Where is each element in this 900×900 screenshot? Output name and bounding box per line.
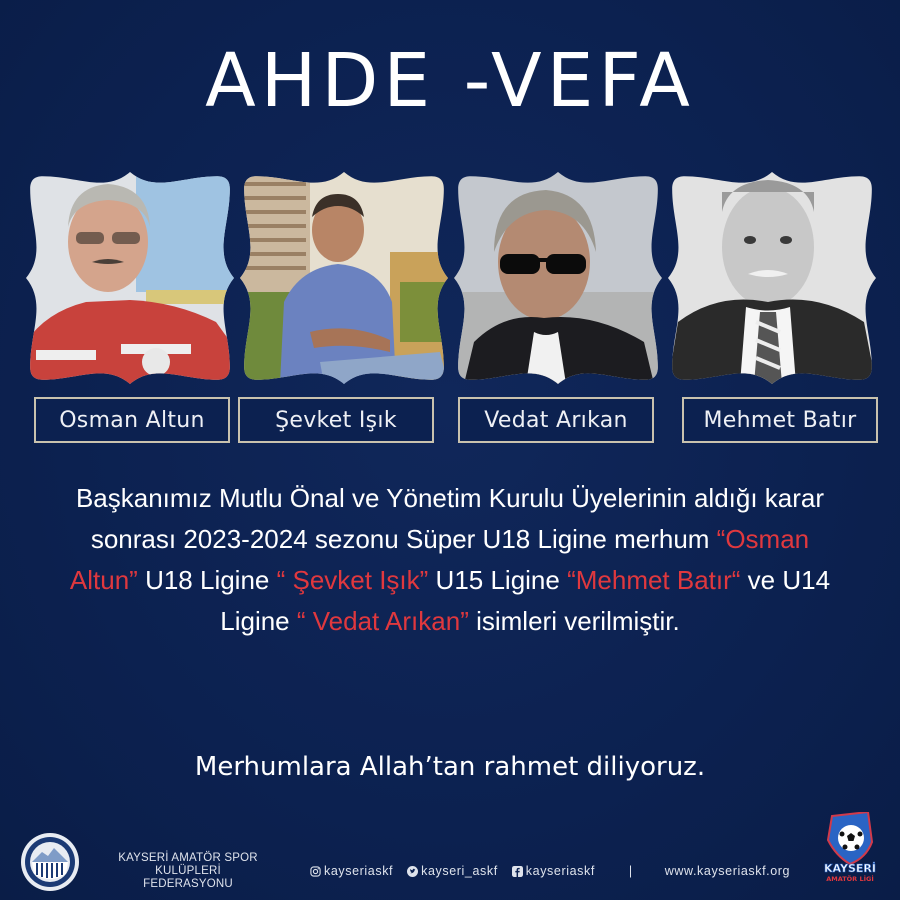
federation-logo: [20, 832, 80, 892]
league-logo-line1: KAYSERİ: [824, 862, 876, 875]
facebook-link[interactable]: [512, 864, 595, 878]
photo-osman-altun: [26, 172, 234, 384]
highlight-vedat-arikan: “ Vedat Arıkan”: [296, 606, 469, 636]
announcement-segment: U15 Ligine: [428, 565, 568, 595]
separator: |: [628, 864, 633, 878]
name-label-osman-altun: Osman Altun: [34, 397, 230, 443]
photo-row: [0, 172, 900, 384]
highlight-mehmet-batir: “Mehmet Batır“: [567, 565, 741, 595]
name-label-sevket-isik: Şevket Işık: [238, 397, 434, 443]
instagram-handle: kayseriaskf: [324, 864, 394, 878]
announcement-segment: ve U14 Ligine: [220, 565, 831, 636]
photo-vedat-arikan: [454, 172, 662, 384]
announcement-text: [60, 478, 840, 642]
footer: [0, 820, 900, 900]
photo-mehmet-batir: [668, 172, 876, 384]
announcement-segment: isimleri verilmiştir.: [468, 606, 680, 636]
twitter-icon: [407, 866, 418, 877]
name-label-vedat-arikan: Vedat Arıkan: [458, 397, 654, 443]
twitter-link[interactable]: [407, 864, 498, 878]
facebook-icon: [512, 866, 523, 877]
page-title: AHDE -VEFA: [205, 38, 695, 124]
federation-name: [88, 852, 288, 891]
instagram-icon: [310, 866, 321, 877]
highlight-sevket-isik: “ Şevket Işık”: [276, 565, 429, 595]
website-link[interactable]: www.kayseriaskf.org: [664, 864, 791, 878]
twitter-handle: kayseri_askf: [421, 864, 498, 878]
social-links: [310, 864, 790, 878]
announcement-segment: Başkanımız Mutlu Önal ve Yönetim Kurulu Üyelerinin aldığı karar sonrası 2023-2024 sezonu Süper U18 Ligine merhum: [75, 483, 825, 554]
closing-message: Merhumlara Allah’tan rahmet diliyoruz.: [194, 752, 706, 782]
league-logo: [818, 812, 882, 884]
instagram-link[interactable]: [310, 864, 393, 878]
federation-name-line2: FEDERASYONU: [143, 878, 233, 890]
facebook-handle: kayseriaskf: [525, 864, 595, 878]
photo-sevket-isik: [240, 172, 448, 384]
federation-name-line1: KAYSERİ AMATÖR SPOR KULÜPLERİ: [118, 852, 258, 877]
highlight-osman-altun: “Osman Altun”: [69, 524, 810, 595]
name-labels: [0, 397, 900, 443]
name-label-mehmet-batir: Mehmet Batır: [682, 397, 878, 443]
announcement-segment: U18 Ligine: [137, 565, 277, 595]
league-logo-line2: AMATÖR LİGİ: [826, 875, 874, 883]
